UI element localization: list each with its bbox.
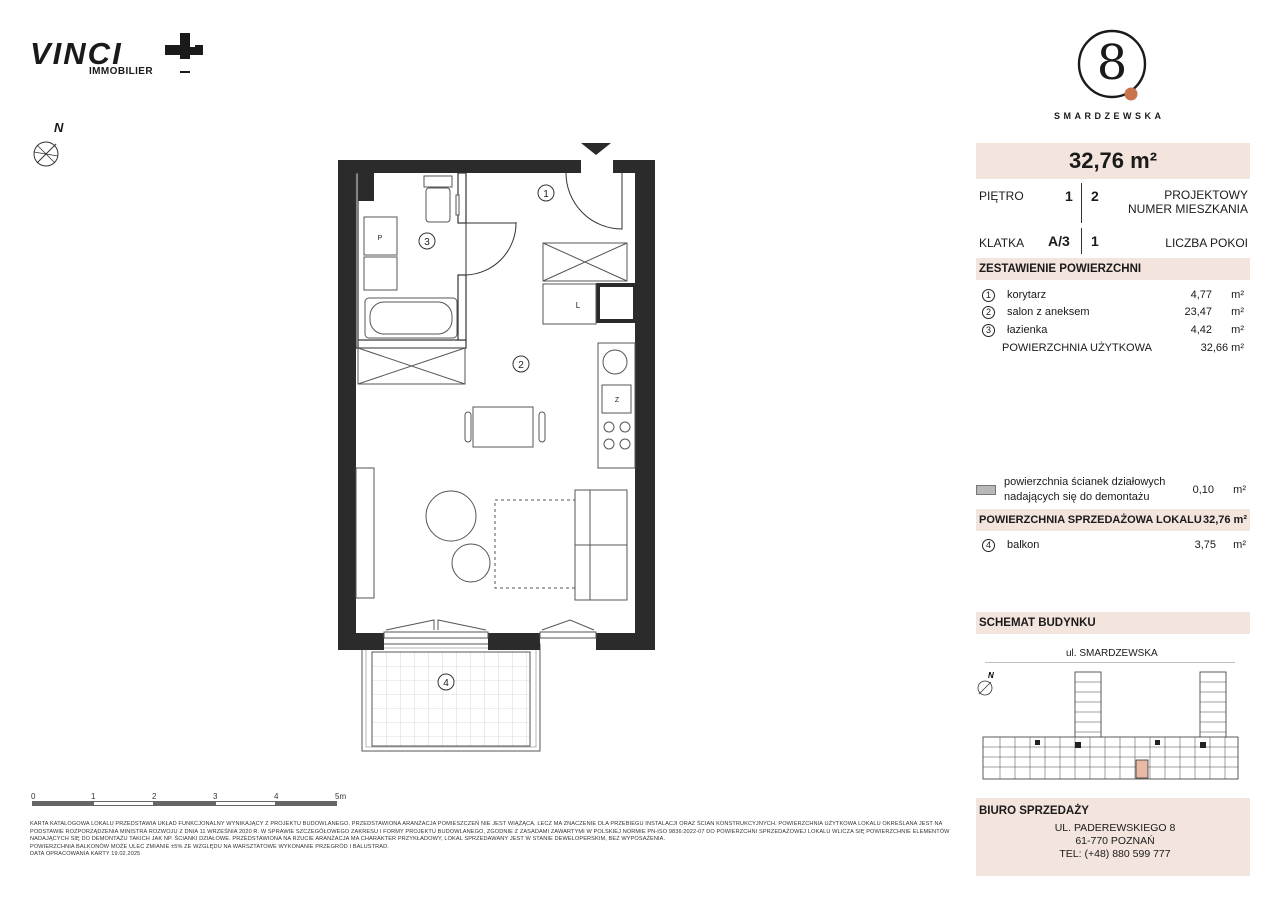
washer-label: P [377,235,383,242]
room-number-1: 1 [543,189,549,200]
room-area-row [982,287,1246,303]
room-unit: m² [1231,289,1244,301]
floor-plan [330,140,660,755]
room-no-badge: 2 [982,306,995,319]
balcony-area-row [976,537,1250,553]
usable-area-label: POWIERZCHNIA UŻYTKOWA [1002,342,1152,354]
partition-label-2: nadających się do demontażu [1004,491,1150,503]
floor-value: 1 [1065,188,1073,204]
vinci-subtitle: IMMOBILIER [89,66,153,77]
room-name: salon z aneksem [1007,306,1090,318]
room-no-badge: 4 [982,539,995,552]
room-name: korytarz [1007,289,1047,301]
building-scheme [975,662,1245,782]
disclaimer-line: KARTA KATALOGOWA LOKALU PRZEDSTAWIA UKŁAD FUNKCJONALNY WYNIKAJĄCY Z PROJEKTU BUDOWLANEGO. PRZEDSTAWIONA ARANŻACJA POMIESZCZEŃ NIE JEST WIĄŻĄCA, LECZ MA ZNACZENIE DLA PRZEBIEGU INSTALACJI ORAZ ŚCIAN KONSTRUKCYJNYCH. POWIERZCHNIA UŻYTKOWA LOKALU OKREŚLANA JEST NA [30,821,943,827]
unit-number-value: 2 [1091,188,1099,204]
floor-label: PIĘTRO [979,189,1024,203]
disclaimer-line: NADAJĄCYCH SIĘ DO DEMONTAŻU TAKICH JAK NP. ŚCIANKI DZIAŁOWE. PRZEDSTAWIONA NA RZUCIE ARANŻACJA MA CHARAKTER PRZYKŁADOWY, LOKAL SPRZEDAWANY JEST W STANIE DEWELOPERSKIM, BEZ WYPOSAŻENIA. [30,836,666,843]
office-phone: TEL: (+48) 880 599 777 [1059,848,1171,860]
furniture [356,407,627,600]
estate-number: 8 [1096,35,1128,91]
areas-header: ZESTAWIENIE POWIERZCHNI [976,258,1250,280]
partition-walls-row [976,475,1250,507]
compass-icon [30,120,70,172]
usable-area-value: 32,66 m² [1200,342,1244,354]
scale-tick: 3 [213,792,218,801]
partition-value: 0,10 [1192,484,1214,496]
room-number-4: 4 [443,678,449,689]
divider [1081,228,1082,254]
rooms-value: 1 [1091,233,1099,249]
room-area: 23,47 [1184,306,1212,318]
room-no-badge: 3 [982,324,995,337]
room-no-badge: 1 [982,289,995,302]
scale-segment [215,801,276,806]
rooms-label: LICZBA POKOI [1165,236,1248,250]
vinci-wordmark: VINCI [30,36,123,71]
scale-tick: 1 [91,792,96,801]
floor-unit-row [976,183,1250,223]
divider [1081,183,1082,223]
disclaimer-line: DATA OPRACOWANIA KARTY 19.02.2025 [30,851,141,858]
balcony-unit: m² [1233,539,1246,551]
street-label: ul. SMARDZEWSKA [1066,648,1158,659]
staircase-rooms-row [976,228,1250,254]
entrance-arrow [581,143,611,155]
scheme-compass-icon [978,671,994,695]
partition-legend-swatch [976,485,996,495]
sales-office-header: BIURO SPRZEDAŻY [979,805,1089,817]
room-area: 4,77 [1190,289,1212,301]
estate-name: SMARDZEWSKA [1054,111,1165,121]
scale-tick: 0 [31,792,36,801]
room-area-list [976,287,1250,357]
room-area: 4,42 [1190,324,1212,336]
room-area-row [982,322,1246,338]
scale-bar [32,792,352,812]
scale-segment [154,801,215,806]
sales-area-row [976,509,1250,531]
room-number-3: 3 [424,237,430,248]
scale-segment [276,801,337,806]
installation-shaft [598,285,635,321]
partition-label-1: powierzchnia ścianek działowych [1004,476,1166,488]
compass-north-label: N [54,120,64,135]
room-area-row [982,304,1246,320]
estate-logo [1074,28,1154,108]
scale-tick: 5m [335,792,347,801]
usable-area-row [982,340,1246,356]
room-unit: m² [1231,324,1244,336]
svg-text:N: N [988,671,994,680]
sales-area-label: POWIERZCHNIA SPRZEDAŻOWA LOKALU [979,514,1202,526]
apartment-highlight [1136,760,1148,778]
room-name: łazienka [1007,324,1048,336]
kitchen [598,343,635,468]
total-area: 32,76 m² [976,143,1250,179]
scale-segment [93,801,154,806]
disclaimer-line: PODSTAWIE ROZPORZĄDZENIA MINISTRA ROZWOJU Z DNIA 11 WRZEŚNIA 2020 R. W SPRAWIE SZCZEGÓŁOWEGO ZAKRESU I FORMY PROJEKTU BUDOWLANEGO, ZGODNIE Z ZASADAMI ZAWARTYMI W POLSKIEJ NORMIE PN-ISO 9836:2022-07 DO POWIERZCHNI SPRZEDAŻOWEJ LOKALU WLICZA SIĘ POWIERZCHNIE ELEMENTÓW [30,828,950,835]
building-scheme-header: SCHEMAT BUDYNKU [976,612,1250,634]
partition-unit: m² [1233,484,1246,496]
room-unit: m² [1231,306,1244,318]
bathroom-fixtures [364,176,459,338]
unit-number-label: PROJEKTOWY NUMER MIESZKANIA [1127,188,1248,216]
office-address-2: 61-770 POZNAŃ [1075,835,1155,847]
scale-tick: 4 [274,792,279,801]
staircase-value: A/3 [1048,233,1070,249]
balcony [362,644,540,751]
balcony-name: balkon [1007,539,1040,551]
scale-segment [32,801,93,806]
balcony-area: 3,75 [1194,539,1216,551]
disclaimer-line: POWIERZCHNIA BALKONÓW MOŻE ULEC ZMIANIE ±5% ZE WZGLĘDU NA WARSZTATOWE WYKONANIE PRZEGRÓD I BALUSTRAD. [30,843,389,850]
staircase-label: KLATKA [979,236,1025,250]
sales-area-value: 32,76 m² [1202,514,1247,526]
sales-office [976,798,1250,876]
fridge-label: L [575,301,581,310]
room-number-2: 2 [518,360,524,371]
dishwasher-label: Z [614,397,620,404]
scale-tick: 2 [152,792,157,801]
disclaimer [30,821,970,859]
north-compass [30,120,70,172]
vinci-logo [30,30,210,90]
office-address-1: UL. PADEREWSKIEGO 8 [1054,822,1176,834]
